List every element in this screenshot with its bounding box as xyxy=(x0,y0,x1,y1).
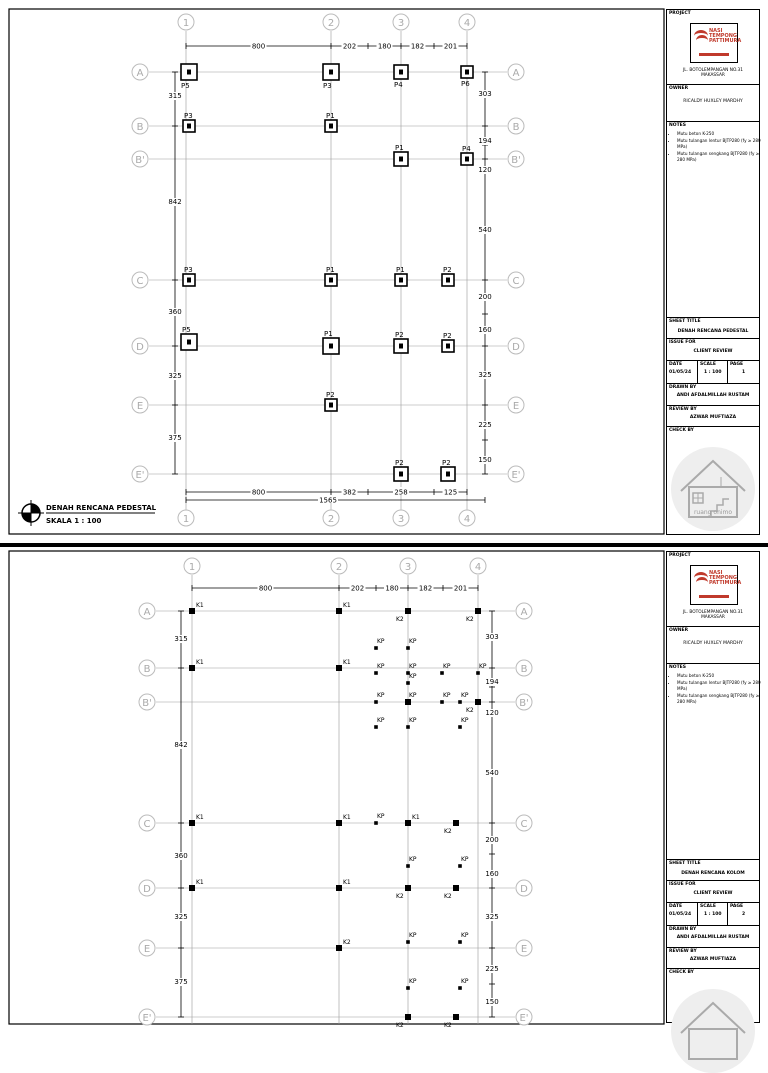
title-block xyxy=(666,9,760,535)
dimension-label-left: 325 xyxy=(168,372,182,380)
pedestal-label: P2 xyxy=(395,459,404,467)
title-block xyxy=(666,551,760,1023)
column-label: K1 xyxy=(343,659,351,666)
firm-logo xyxy=(671,447,755,531)
grid-label-column: 3 xyxy=(397,18,405,29)
column-kp xyxy=(476,671,480,675)
section-symbol-fill xyxy=(22,513,31,522)
column-k xyxy=(453,820,459,826)
column-label: K1 xyxy=(196,659,204,666)
pedestal-label: P5 xyxy=(182,326,191,334)
column-k xyxy=(405,820,411,826)
review-value: AZWAR MUFTIAZA xyxy=(689,957,737,962)
column-k xyxy=(475,699,481,705)
grid-label-row: B xyxy=(143,664,151,675)
dimension-label-top: 182 xyxy=(418,584,433,593)
grid-label-row: B xyxy=(520,664,528,675)
dimension-label-right: 160 xyxy=(478,326,492,334)
pedestal-label: P1 xyxy=(326,112,335,120)
drawn-cell xyxy=(667,926,759,948)
grid-label-column: 4 xyxy=(463,18,471,29)
column-label: K1 xyxy=(343,879,351,886)
column-kp-label: KP xyxy=(461,978,469,985)
sheet-title: DENAH RENCANA PEDESTAL xyxy=(677,329,749,334)
notes-cell xyxy=(667,122,759,318)
column-k xyxy=(336,820,342,826)
review-cell xyxy=(667,406,759,427)
date-value: 01/05/24 xyxy=(669,912,692,917)
column-k xyxy=(189,608,195,614)
pedestal-core xyxy=(446,472,450,477)
logo-text-line3: PATTIMURA xyxy=(709,580,742,586)
notes-label: NOTES xyxy=(669,665,686,670)
scale-value: 1 : 100 xyxy=(704,912,722,917)
logo-text-line1: NASI xyxy=(709,570,723,576)
owner-cell xyxy=(667,627,759,664)
date-scale-page-cell xyxy=(667,361,759,384)
pedestal-core xyxy=(399,344,403,349)
date-scale-page-cell xyxy=(667,903,759,926)
owner-name: RICALDY HUXLEY MARDHY xyxy=(683,641,743,646)
logo-text-line3: PATTIMURA xyxy=(709,38,742,44)
column-k xyxy=(405,608,411,614)
dimension-label-bottom: 800 xyxy=(251,488,266,497)
dimension-label-top: 180 xyxy=(377,42,392,51)
page-value: 1 xyxy=(742,370,746,375)
column-kp-label: KP xyxy=(409,717,417,724)
brand-name: ruang onimo xyxy=(693,509,733,516)
page-value: 2 xyxy=(742,912,746,917)
pedestal-core xyxy=(187,340,191,345)
column-kp-label: KP xyxy=(479,663,487,670)
sheet-title-label: SHEET TITLE xyxy=(669,319,701,324)
column-k xyxy=(336,665,342,671)
column-label: K2 xyxy=(396,893,404,900)
pedestal-label: P1 xyxy=(326,266,335,274)
pedestal-label: P2 xyxy=(326,391,335,399)
pedestal-core xyxy=(187,278,191,283)
grid-label-row: E xyxy=(520,944,528,955)
owner-label: OWNER xyxy=(669,628,689,633)
grid-label-row: D xyxy=(512,342,520,353)
column-label: K2 xyxy=(466,707,474,714)
column-k xyxy=(189,820,195,826)
dimension-label-overall: 1565 xyxy=(319,496,337,505)
pedestal-core xyxy=(329,278,333,283)
dimension-label-top: 201 xyxy=(453,584,468,593)
column-k xyxy=(405,885,411,891)
drawing-frame xyxy=(9,551,664,1024)
sheet-title-cell xyxy=(667,318,759,339)
address-line1: JL. BOTOLEMPANGAN NO.31 xyxy=(682,68,744,73)
address-line2: MAKASSAR xyxy=(701,615,725,620)
grid-label-row: B' xyxy=(519,698,529,709)
grid-label-row: C xyxy=(136,276,144,287)
dimension-label-right: 194 xyxy=(478,137,492,145)
project-cell xyxy=(667,10,759,85)
note-item: • Mutu beton K-250 xyxy=(677,131,765,136)
pedestal-label: P2 xyxy=(443,332,452,340)
pedestal-core xyxy=(187,70,191,75)
dimension-label-right: 120 xyxy=(485,709,499,717)
grid-label-row: E xyxy=(143,944,151,955)
pedestal-core xyxy=(187,124,191,129)
pedestal-core xyxy=(446,278,450,283)
grid-label-row: B' xyxy=(135,155,145,166)
grid-label-row: C xyxy=(520,819,528,830)
owner-name: RICALDY HUXLEY MARDHY xyxy=(683,99,743,104)
column-kp-label: KP xyxy=(377,717,385,724)
column-kp-label: KP xyxy=(443,692,451,699)
pedestal-core xyxy=(399,157,403,162)
issue-value: CLIENT REVIEW xyxy=(693,891,733,896)
grid-label-row: D xyxy=(143,884,151,895)
column-kp xyxy=(406,986,410,990)
drawn-value: ANDI AFDALMILLAH RUSTAM xyxy=(676,935,750,940)
grid-label-row: A xyxy=(136,68,144,79)
column-label: K2 xyxy=(343,939,351,946)
column-kp-label: KP xyxy=(409,673,417,680)
dimension-label-top: 182 xyxy=(410,42,425,51)
column-k xyxy=(336,945,342,951)
grid-label-row: B xyxy=(512,122,520,133)
drawn-label: DRAWN BY xyxy=(669,385,697,390)
grid-label-column: 4 xyxy=(474,562,482,573)
dimension-label-left: 375 xyxy=(168,434,182,442)
review-label: REVIEW BY xyxy=(669,949,697,954)
grid-label-row: E' xyxy=(519,1013,529,1024)
column-kp-label: KP xyxy=(461,932,469,939)
column-label: K2 xyxy=(444,1022,452,1029)
drawing-frame xyxy=(9,9,664,534)
note-item: • Mutu tulangan lentur BJTP280 (fy ≥ 280 MPa) xyxy=(677,680,765,691)
sheet-title-cell xyxy=(667,860,759,881)
note-item: • Mutu tulangan sengkang BJTP280 (fy ≥ 280 MPa) xyxy=(677,693,765,704)
pedestal-label: P5 xyxy=(181,82,190,90)
column-kp xyxy=(440,671,444,675)
notes-list xyxy=(669,131,765,164)
plan-title: DENAH RENCANA PEDESTAL xyxy=(46,504,157,512)
date-label: DATE xyxy=(669,904,683,909)
issue-label: ISSUE FOR xyxy=(669,882,696,887)
dimension-label-right: 200 xyxy=(485,836,499,844)
dimension-label-top: 202 xyxy=(342,42,357,51)
column-label: K1 xyxy=(196,814,204,821)
sheet-title-label: SHEET TITLE xyxy=(669,861,701,866)
dimension-label-top: 201 xyxy=(443,42,458,51)
pedestal-label: P3 xyxy=(184,266,193,274)
grid-label-column: 1 xyxy=(188,562,196,573)
dimension-label-top: 800 xyxy=(251,42,266,51)
issue-label: ISSUE FOR xyxy=(669,340,696,345)
pedestal-core xyxy=(399,472,403,477)
dimension-label-left: 315 xyxy=(168,92,182,100)
grid-label-row: B xyxy=(136,122,144,133)
dimension-label-right: 325 xyxy=(478,371,492,379)
project-address xyxy=(667,68,759,78)
notes-list xyxy=(669,673,765,706)
drawn-cell xyxy=(667,384,759,406)
pedestal-label: P2 xyxy=(442,459,451,467)
grid-label-column: 2 xyxy=(327,18,335,29)
column-label: K1 xyxy=(343,814,351,821)
pedestal-core xyxy=(329,70,333,75)
column-kp xyxy=(374,821,378,825)
drawn-label: DRAWN BY xyxy=(669,927,697,932)
review-value: AZWAR MUFTIAZA xyxy=(689,415,737,420)
column-kp xyxy=(406,646,410,650)
grid-label-row: E xyxy=(512,401,520,412)
dimension-label-right: 225 xyxy=(485,965,499,973)
column-label: K1 xyxy=(412,814,420,821)
project-label: PROJECT xyxy=(669,11,691,16)
grid-label-column: 1 xyxy=(182,514,190,525)
grid-label-column: 3 xyxy=(404,562,412,573)
column-k xyxy=(189,885,195,891)
grid-label-row: E' xyxy=(511,470,521,481)
grid-label-row: D xyxy=(520,884,528,895)
column-kp-label: KP xyxy=(377,692,385,699)
check-label: CHECK BY xyxy=(669,970,694,975)
column-kp xyxy=(406,700,410,704)
column-label: K2 xyxy=(396,1022,404,1029)
dimension-label-right: 194 xyxy=(485,678,499,686)
pedestal-label: P4 xyxy=(394,81,403,89)
pedestal-core xyxy=(329,344,333,349)
grid-label-row: C xyxy=(512,276,520,287)
dimension-label-right: 160 xyxy=(485,870,499,878)
grid-label-column: 3 xyxy=(397,514,405,525)
pedestal-label: P6 xyxy=(461,80,470,88)
column-kp xyxy=(458,986,462,990)
note-item: • Mutu tulangan lentur BJTP280 (fy ≥ 280 MPa) xyxy=(677,138,765,149)
dimension-label-right: 150 xyxy=(485,998,499,1006)
column-kp xyxy=(458,700,462,704)
column-k xyxy=(453,885,459,891)
column-kp-label: KP xyxy=(377,813,385,820)
column-kp xyxy=(374,725,378,729)
grid-label-column: 2 xyxy=(335,562,343,573)
column-kp-label: KP xyxy=(443,663,451,670)
grid-label-row: A xyxy=(520,607,528,618)
grid-label-row: E' xyxy=(135,470,145,481)
dimension-label-bottom: 258 xyxy=(394,488,408,497)
scale-label: SCALE xyxy=(700,362,716,367)
pedestal-core xyxy=(399,70,403,75)
column-kp xyxy=(374,671,378,675)
dimension-label-right: 540 xyxy=(478,226,492,234)
column-kp xyxy=(374,646,378,650)
firm-logo xyxy=(671,989,755,1073)
pedestal-label: P3 xyxy=(184,112,193,120)
column-kp xyxy=(440,700,444,704)
column-k xyxy=(453,1014,459,1020)
scale-label: SCALE xyxy=(700,904,716,909)
issue-cell xyxy=(667,339,759,361)
column-k xyxy=(475,608,481,614)
notes-label: NOTES xyxy=(669,123,686,128)
house-icon xyxy=(671,989,755,1073)
column-label: K2 xyxy=(396,616,404,623)
pedestal-core xyxy=(446,344,450,349)
plan-scale: SKALA 1 : 100 xyxy=(46,517,102,525)
check-cell xyxy=(667,427,759,534)
logo-text-line1: NASI xyxy=(709,28,723,34)
house-icon xyxy=(671,447,755,531)
sheet-column-plan xyxy=(0,547,768,1029)
drawn-value: ANDI AFDALMILLAH RUSTAM xyxy=(676,393,750,398)
note-item: • Mutu beton K-250 xyxy=(677,673,765,678)
dimension-label-left: 325 xyxy=(174,913,188,921)
dimension-label-right: 150 xyxy=(478,456,492,464)
date-label: DATE xyxy=(669,362,683,367)
dimension-label-top: 180 xyxy=(385,584,399,593)
pedestal-label: P4 xyxy=(462,145,471,153)
pedestal-label: P3 xyxy=(323,82,332,90)
logo-text-line2: TEMPONG xyxy=(709,575,738,581)
column-kp-label: KP xyxy=(377,638,385,645)
column-kp xyxy=(406,864,410,868)
notes-cell xyxy=(667,664,759,860)
dimension-label-left: 375 xyxy=(174,978,188,986)
check-cell xyxy=(667,969,759,1022)
column-label: K2 xyxy=(466,616,474,623)
dimension-label-left: 360 xyxy=(174,852,188,860)
column-label: K2 xyxy=(444,893,452,900)
review-cell xyxy=(667,948,759,969)
pedestal-core xyxy=(329,403,333,408)
dimension-label-top: 800 xyxy=(258,584,273,593)
page-label: PAGE xyxy=(730,362,744,367)
owner-cell xyxy=(667,85,759,122)
grid-label-row: A xyxy=(512,68,520,79)
pedestal-core xyxy=(329,124,333,129)
brand-logo xyxy=(690,23,742,63)
pedestal-label: P1 xyxy=(395,144,404,152)
page-label: PAGE xyxy=(730,904,744,909)
check-label: CHECK BY xyxy=(669,428,694,433)
column-kp-label: KP xyxy=(409,856,417,863)
brand-logo xyxy=(690,565,742,605)
column-kp xyxy=(374,700,378,704)
column-kp xyxy=(458,725,462,729)
grid-label-row: D xyxy=(136,342,144,353)
column-kp-label: KP xyxy=(377,663,385,670)
dimension-label-bottom: 125 xyxy=(443,488,458,497)
column-kp xyxy=(458,940,462,944)
grid-label-row: B' xyxy=(511,155,521,166)
column-kp-label: KP xyxy=(409,663,417,670)
dimension-label-right: 225 xyxy=(478,421,492,429)
column-label: K1 xyxy=(196,879,204,886)
grid-label-column: 1 xyxy=(182,18,190,29)
column-k xyxy=(189,665,195,671)
project-label: PROJECT xyxy=(669,553,691,558)
grid-label-row: A xyxy=(143,607,151,618)
address-line1: JL. BOTOLEMPANGAN NO.31 xyxy=(682,610,744,615)
dimension-label-left: 360 xyxy=(168,308,182,316)
column-kp xyxy=(406,725,410,729)
column-k xyxy=(336,608,342,614)
grid-label-row: C xyxy=(143,819,151,830)
dimension-label-left: 842 xyxy=(168,198,182,206)
project-address xyxy=(667,610,759,620)
column-kp xyxy=(406,681,410,685)
dimension-label-right: 120 xyxy=(478,166,492,174)
column-kp-label: KP xyxy=(461,692,469,699)
dimension-label-right: 303 xyxy=(478,90,492,98)
dimension-label-left: 315 xyxy=(174,635,188,643)
pedestal-core xyxy=(465,70,469,75)
column-label: K1 xyxy=(196,602,204,609)
pedestal-core xyxy=(465,157,469,162)
grid-label-column: 4 xyxy=(463,514,471,525)
column-k xyxy=(336,885,342,891)
owner-label: OWNER xyxy=(669,86,689,91)
issue-cell xyxy=(667,881,759,903)
column-kp xyxy=(458,864,462,868)
column-kp-label: KP xyxy=(409,638,417,645)
grid-label-row: B' xyxy=(142,698,152,709)
logo-text-line2: TEMPONG xyxy=(709,33,738,39)
column-label: K2 xyxy=(444,828,452,835)
column-k xyxy=(405,1014,411,1020)
issue-value: CLIENT REVIEW xyxy=(693,349,733,354)
grid-label-row: E' xyxy=(142,1013,152,1024)
dimension-label-bottom: 382 xyxy=(342,488,357,497)
pedestal-core xyxy=(399,278,403,283)
dimension-label-right: 200 xyxy=(478,293,492,301)
pedestal-label: P1 xyxy=(396,266,405,274)
project-cell xyxy=(667,552,759,627)
column-kp-label: KP xyxy=(409,978,417,985)
dimension-label-right: 303 xyxy=(485,633,499,641)
column-kp-label: KP xyxy=(409,692,417,699)
pedestal-label: P2 xyxy=(395,331,404,339)
date-value: 01/05/24 xyxy=(669,370,692,375)
scale-value: 1 : 100 xyxy=(704,370,722,375)
dimension-label-left: 842 xyxy=(174,741,188,749)
section-symbol-fill xyxy=(31,504,40,513)
grid-label-row: E xyxy=(136,401,144,412)
sheet-title: DENAH RENCANA KOLOM xyxy=(681,871,745,876)
pedestal-label: P1 xyxy=(324,330,333,338)
note-item: • Mutu tulangan sengkang BJTP280 (fy ≥ 280 MPa) xyxy=(677,151,765,162)
dimension-label-right: 325 xyxy=(485,913,499,921)
address-line2: MAKASSAR xyxy=(701,73,725,78)
pedestal-label: P2 xyxy=(443,266,452,274)
column-label: K1 xyxy=(343,602,351,609)
column-kp-label: KP xyxy=(409,932,417,939)
column-kp-label: KP xyxy=(461,856,469,863)
column-kp-label: KP xyxy=(461,717,469,724)
grid-label-column: 2 xyxy=(327,514,335,525)
column-plan-drawing xyxy=(0,547,768,1029)
review-label: REVIEW BY xyxy=(669,407,697,412)
column-kp xyxy=(406,940,410,944)
dimension-label-right: 540 xyxy=(485,769,499,777)
dimension-label-top: 202 xyxy=(350,584,365,593)
